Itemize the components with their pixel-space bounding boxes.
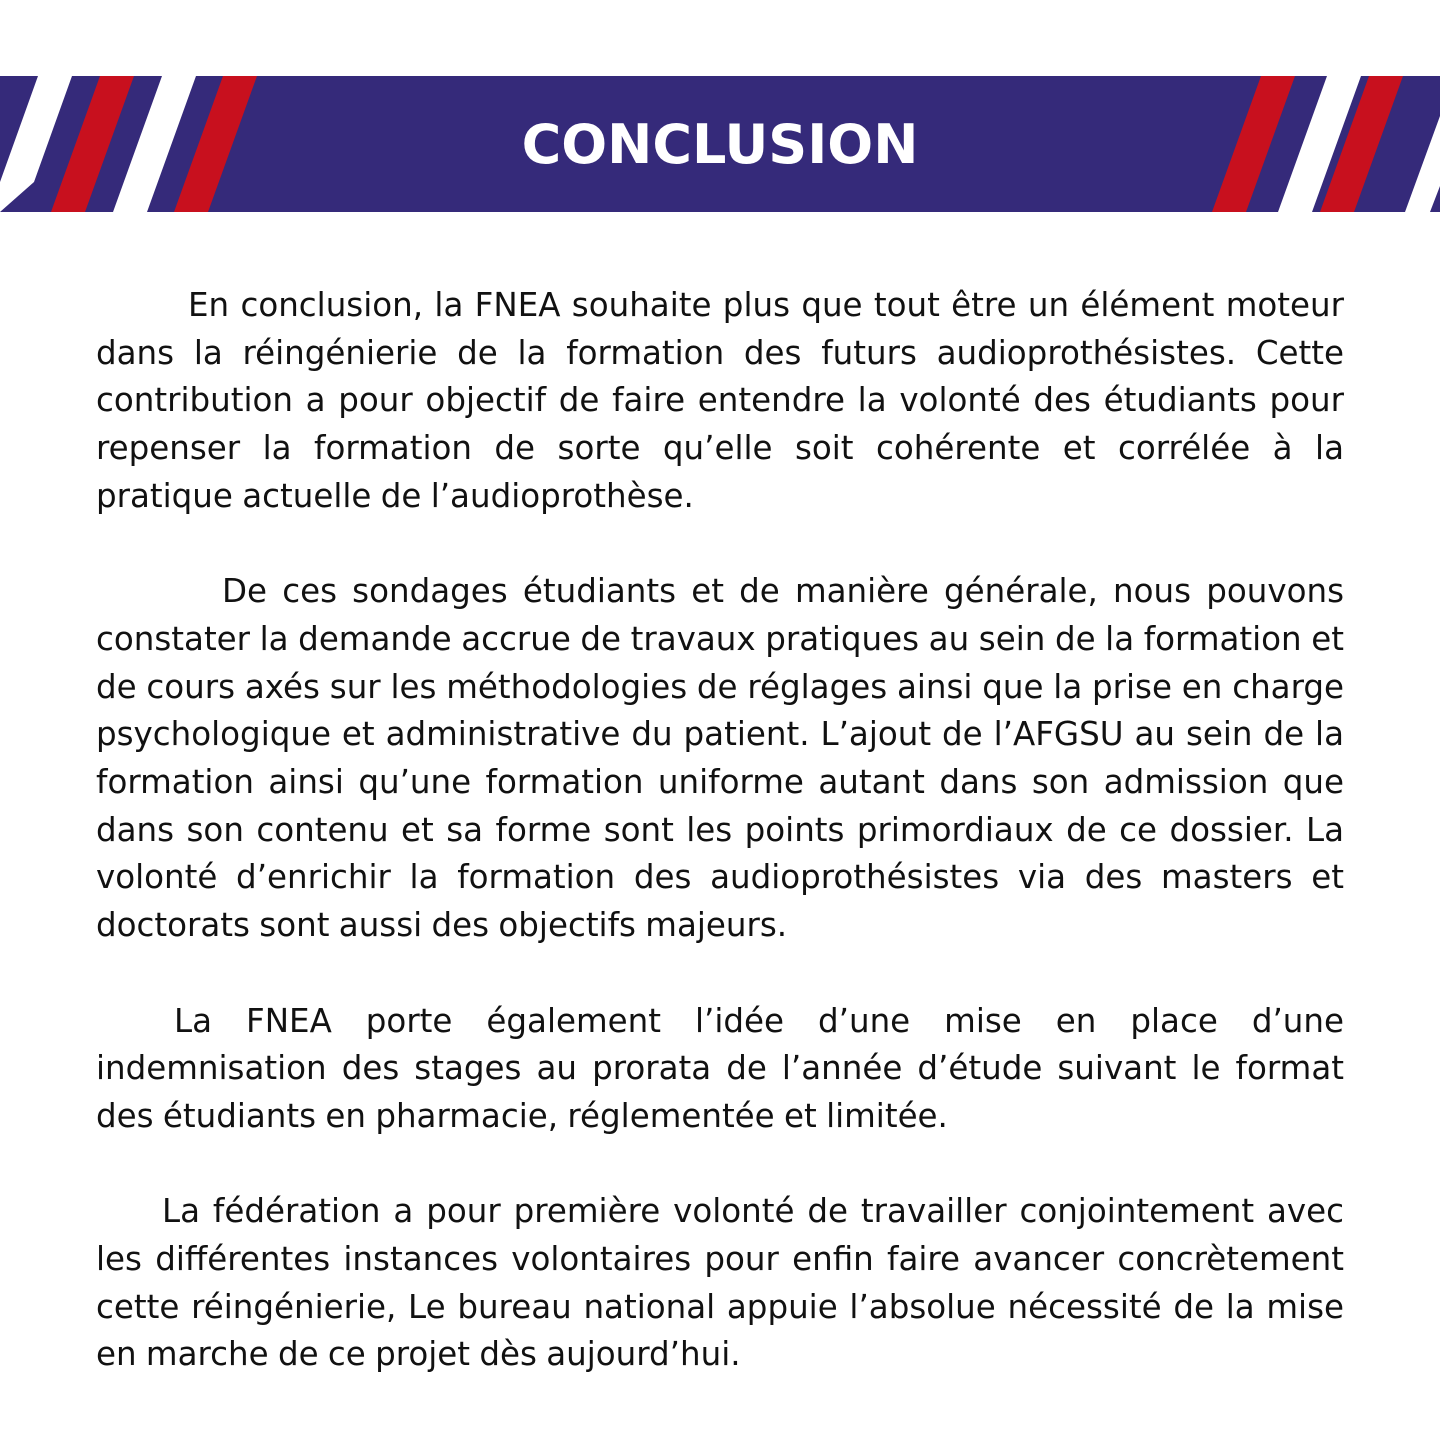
paragraph-4: La fédération a pour première volonté de travailler conjointement avec les différentes instances volontaires pour enfin faire avancer concrètement cette réingénierie, Le bureau national appuie l’absolue nécessité de la mise en marche de ce projet dès aujourd’hui.: [96, 1192, 1344, 1374]
conclusion-body: [96, 282, 1344, 1379]
paragraph-2: De ces sondages étudiants et de manière générale, nous pouvons constater la demande accrue de travaux pratiques au sein de la formation et de cours axés sur les méthodologies de réglages ainsi que la prise en charge psychologique et administrative du patient. L’ajout de l’AFGSU au sein de la formation ainsi qu’une formation uniforme autant dans son admission que dans son contenu et sa forme sont les points primordiaux de ce dossier. La volonté d’enrichir la formation des audioprothésistes via des masters et doctorats sont aussi des objectifs majeurs.: [96, 572, 1344, 945]
paragraph-3: La FNEA porte également l’idée d’une mise en place d’une indemnisation des stages au prorata de l’année d’étude suivant le format des étudiants en pharmacie, réglementée et limitée.: [96, 1001, 1344, 1135]
paragraph-1: En conclusion, la FNEA souhaite plus que tout être un élément moteur dans la réingénierie de la formation des futurs audioprothésistes. Cette contribution a pour objectif de faire entendre la volonté des étudiants pour repenser la formation de sorte qu’elle soit cohérente et corrélée à la pratique actuelle de l’audioprothèse.: [96, 286, 1344, 515]
page-title: CONCLUSION: [521, 112, 919, 176]
title-banner: [0, 76, 1440, 212]
